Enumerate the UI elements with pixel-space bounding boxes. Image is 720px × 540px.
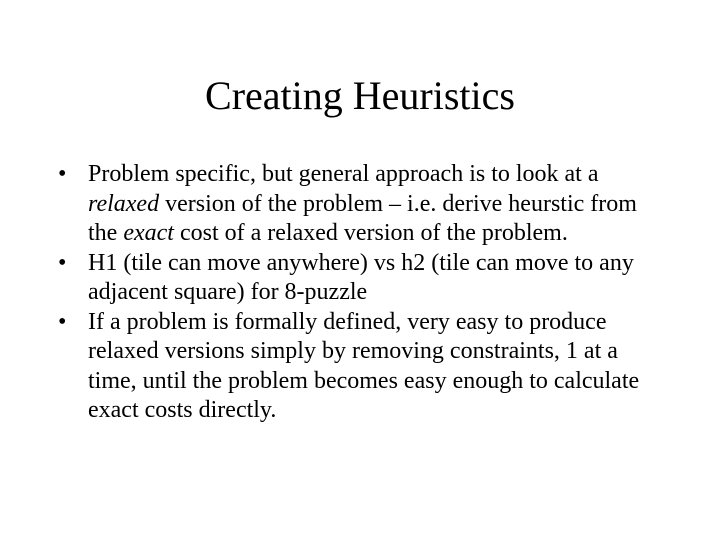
- bullet-item: [58, 160, 668, 249]
- bullet-text-part: cost of a relaxed version of the problem.: [173, 220, 568, 246]
- slide-title: Creating Heuristics: [205, 73, 515, 118]
- bullet-icon: •: [58, 249, 67, 276]
- bullet-text-part: version of the problem – i.e. derive heurstic from the: [88, 190, 637, 246]
- bullet-icon: •: [58, 161, 67, 187]
- bullet-item: [58, 308, 668, 426]
- bullet-text: H1 (tile can move anywhere) vs h2 (tile can move to any adjacent square) for 8-puzzle: [88, 249, 634, 305]
- bullet-icon: •: [58, 308, 67, 335]
- bullet-item: [58, 249, 668, 308]
- bullet-text-part: Problem specific, but general approach is to look at a: [88, 161, 599, 187]
- emphasis-exact: exact: [123, 220, 174, 246]
- emphasis-relaxed: relaxed: [88, 190, 160, 217]
- bullet-text: If a problem is formally defined, very easy to produce relaxed versions simply by removing constraints, 1 at a time, until the problem becomes easy enough to calculate exact costs directly.: [88, 308, 640, 423]
- bullet-list: [58, 160, 668, 426]
- bullet-text: [88, 161, 637, 246]
